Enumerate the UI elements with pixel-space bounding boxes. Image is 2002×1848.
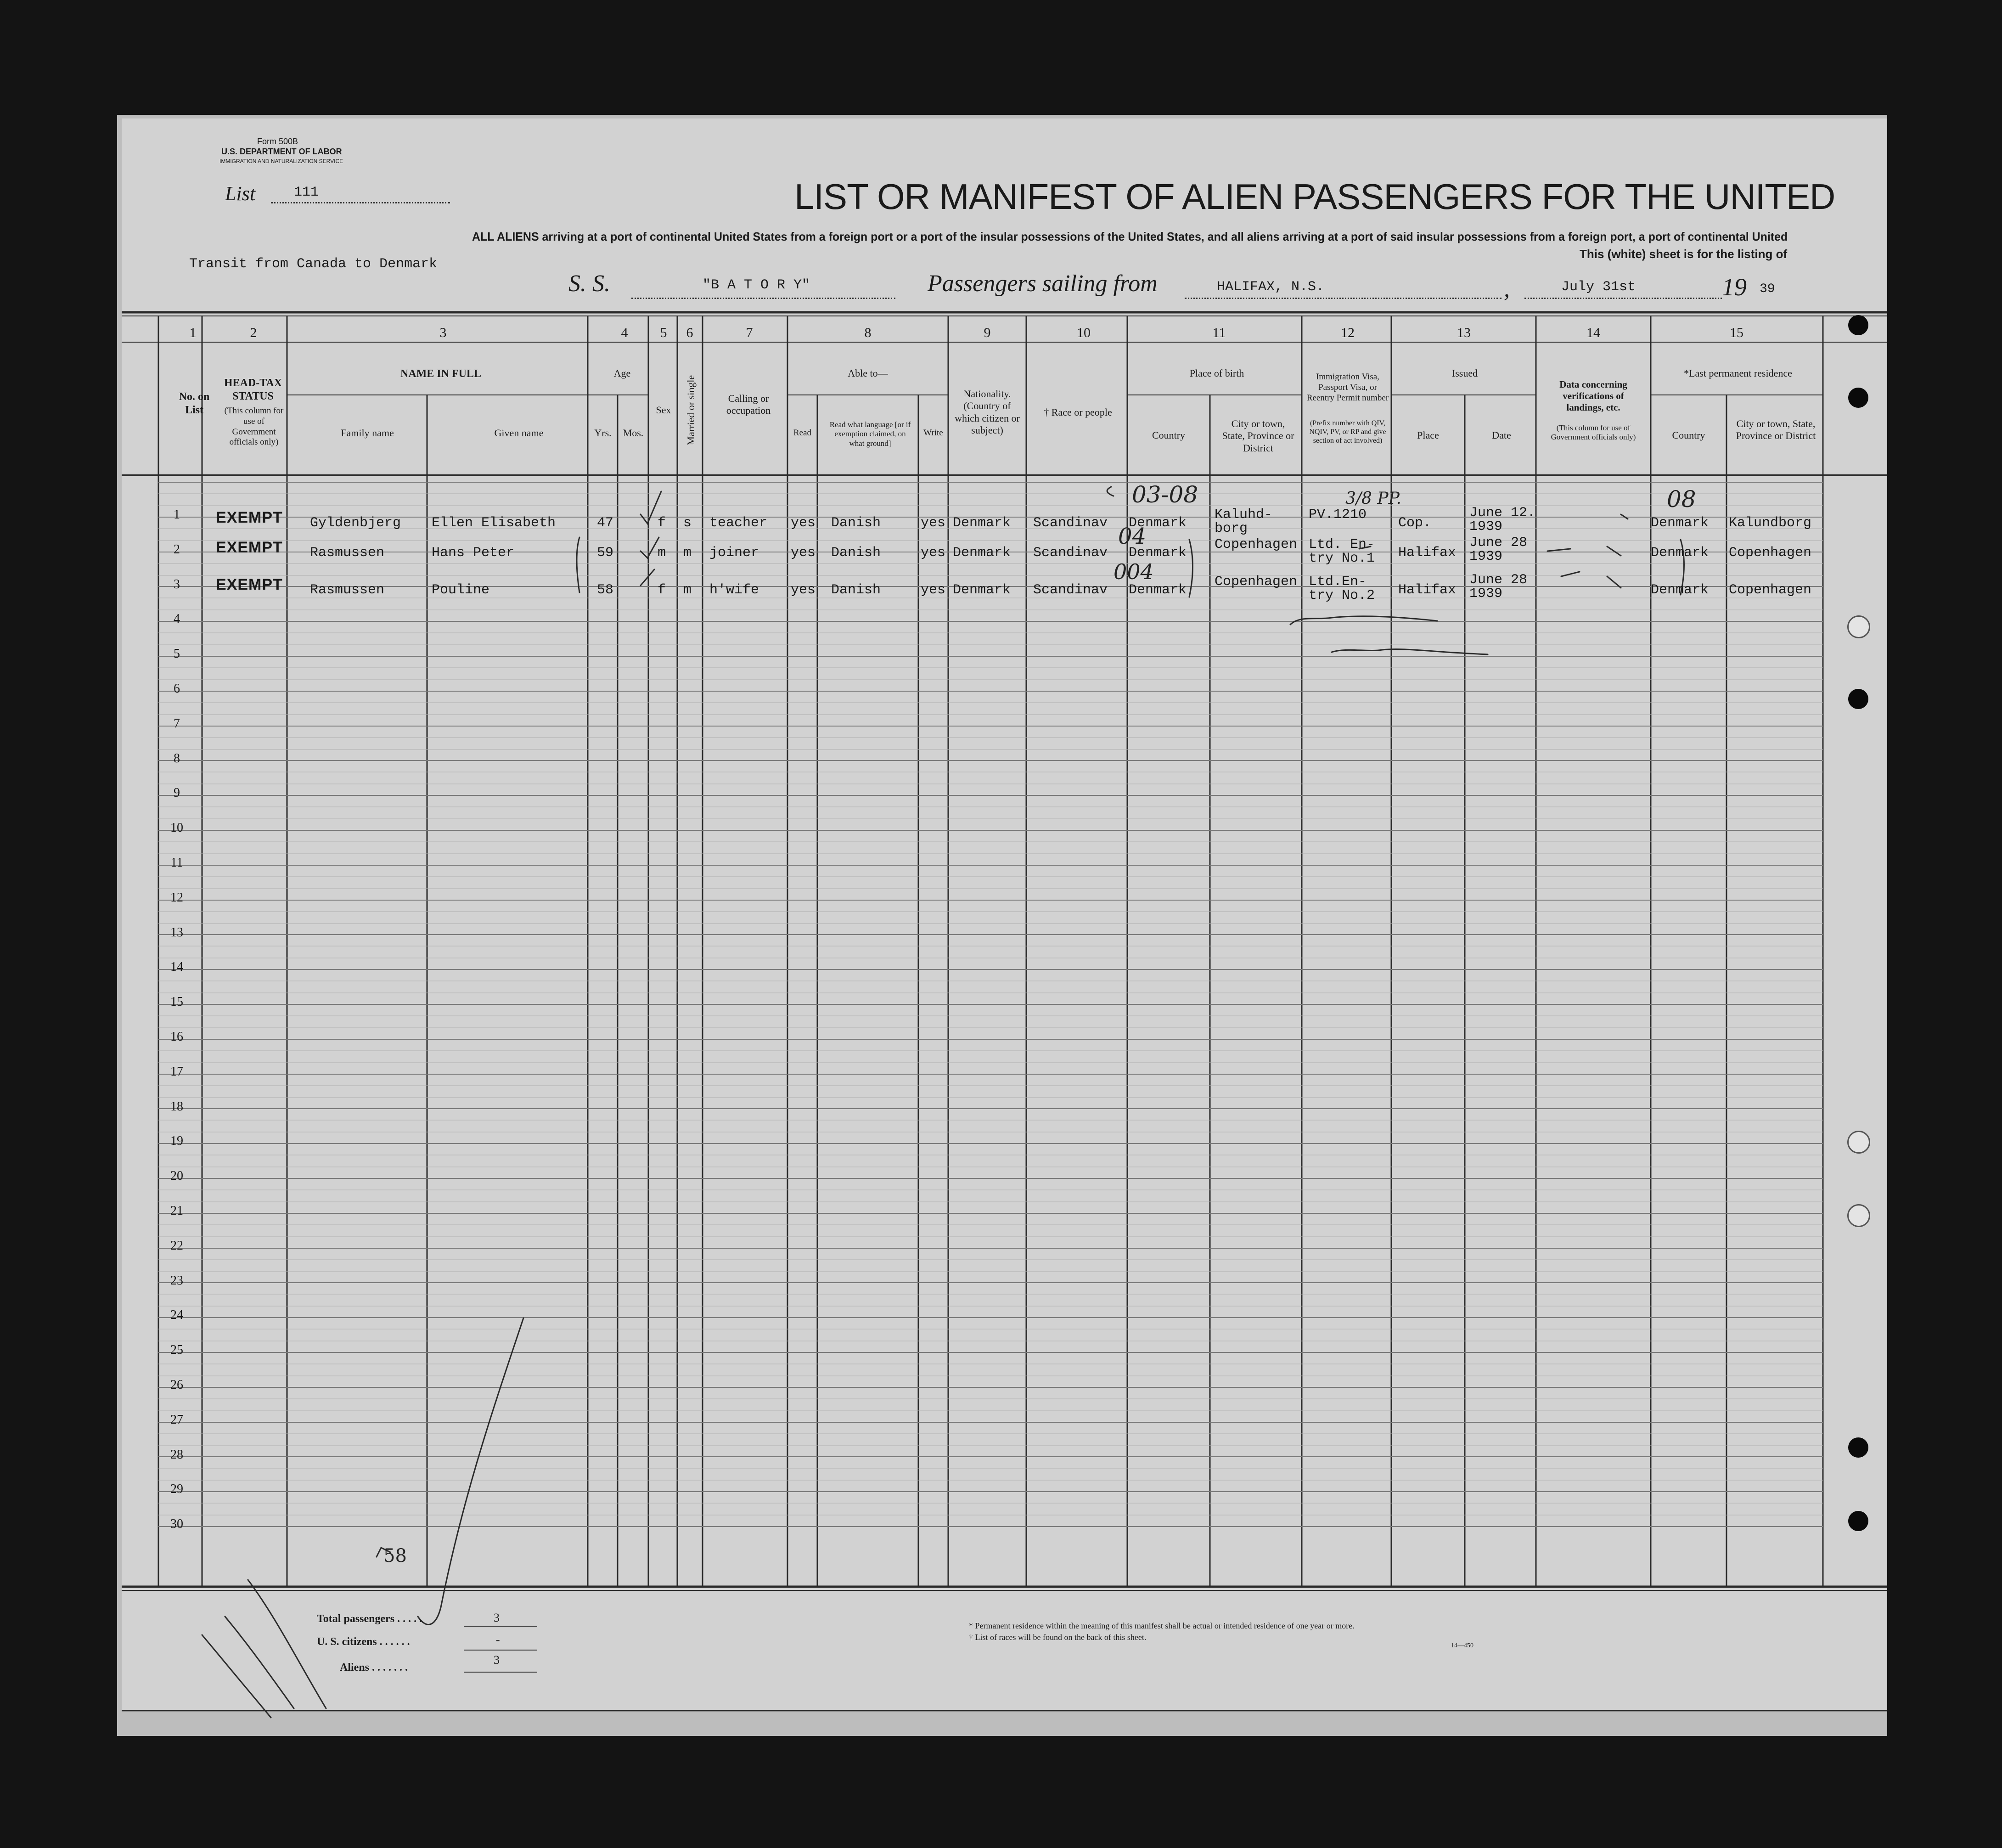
age-years: 58 xyxy=(597,582,614,598)
issued-date-year: 1939 xyxy=(1469,519,1503,535)
race: Scandinav xyxy=(1033,582,1108,598)
totals-underline-1 xyxy=(464,1626,537,1627)
row-number: 11 xyxy=(170,856,183,870)
birth-city: Copenhagen xyxy=(1215,574,1298,590)
year-prefix: 19 xyxy=(1722,273,1747,301)
binder-hole-6 xyxy=(1847,1204,1870,1227)
age-years: 47 xyxy=(597,515,614,531)
header-visa-note: (Prefix number with QIV, NQIV, PV, or RP and give section of act involved) xyxy=(1309,419,1386,445)
residence-country: Denmark xyxy=(1651,582,1709,598)
row-number: 1 xyxy=(174,507,180,522)
col-num-6: 6 xyxy=(686,325,693,340)
header-issued-date: Date xyxy=(1492,429,1511,441)
marital-status: s xyxy=(683,515,692,531)
handwritten-code-row1: 03-08 xyxy=(1132,481,1198,508)
header-yrs: Yrs. xyxy=(594,427,612,439)
row-number: 3 xyxy=(174,577,180,592)
handwritten-code-row2: 04 xyxy=(1118,524,1147,549)
header-verifications-note: (This column for use of Government officials only) xyxy=(1551,423,1636,442)
race: Scandinav xyxy=(1033,515,1108,531)
birth-country: Denmark xyxy=(1129,582,1187,598)
occupation: joiner xyxy=(709,545,759,561)
sailing-port: HALIFAX, N.S. xyxy=(1217,279,1325,295)
total-passengers-value: 3 xyxy=(494,1611,500,1624)
row-number: 24 xyxy=(170,1308,183,1322)
footnote-races: † List of races will be found on the back of this sheet. xyxy=(969,1633,1147,1642)
col-num-4: 4 xyxy=(621,325,628,340)
header-last-residence: *Last permanent residence xyxy=(1684,367,1792,379)
header-verifications: Data concerning verifications of landings, etc. xyxy=(1559,379,1627,413)
row-number: 21 xyxy=(170,1204,183,1218)
sex: m xyxy=(658,545,666,561)
row-number: 13 xyxy=(170,925,183,940)
can-write: yes xyxy=(921,515,946,531)
header-name-in-full: NAME IN FULL xyxy=(400,368,481,380)
header-no-on-list: No. on List xyxy=(179,391,210,416)
binder-hole-2 xyxy=(1848,388,1868,408)
form-number: Form 500B xyxy=(257,137,298,146)
handwritten-visa-note: 3/8 PP. xyxy=(1345,489,1401,508)
header-able-to: Able to— xyxy=(848,367,888,379)
header-place-of-birth: Place of birth xyxy=(1189,367,1244,379)
issued-place: Cop. xyxy=(1398,515,1432,531)
header-nationality: Nationality. (Country of which citizen or subject) xyxy=(955,388,1020,436)
row-number: 29 xyxy=(170,1482,183,1496)
residence-country: Denmark xyxy=(1651,545,1709,561)
header-visa: Immigration Visa, Passport Visa, or Reentry Permit number xyxy=(1306,372,1389,403)
binder-hole-5 xyxy=(1847,1131,1870,1154)
col-num-7: 7 xyxy=(746,325,753,340)
row-number: 17 xyxy=(170,1065,183,1079)
ss-label: S. S. xyxy=(568,270,610,297)
row-number: 16 xyxy=(170,1030,183,1044)
row-number: 18 xyxy=(170,1099,183,1114)
header-mos: Mos. xyxy=(623,427,644,439)
issued-date: June 28 xyxy=(1469,535,1528,551)
can-read: yes xyxy=(791,515,816,531)
language: Danish xyxy=(831,582,881,598)
header-family-name: Family name xyxy=(341,427,394,439)
col-num-10: 10 xyxy=(1077,325,1091,340)
residence-city: Kalundborg xyxy=(1729,515,1812,531)
col-num-9: 9 xyxy=(984,325,991,340)
handwritten-footer-number: 58 xyxy=(383,1545,407,1566)
row-number: 28 xyxy=(170,1448,183,1462)
row-number: 12 xyxy=(170,890,183,905)
row-number: 7 xyxy=(174,716,180,731)
nationality: Denmark xyxy=(953,515,1011,531)
col-num-3: 3 xyxy=(439,325,447,340)
col-num-13: 13 xyxy=(1457,325,1471,340)
comma: , xyxy=(1504,276,1510,302)
row-number: 19 xyxy=(170,1134,183,1148)
row-number: 22 xyxy=(170,1239,183,1253)
header-res-country: Country xyxy=(1672,429,1705,441)
header-birth-city: City or town, State, Province or District xyxy=(1222,418,1294,454)
row-number: 26 xyxy=(170,1378,183,1392)
transit-note: Transit from Canada to Denmark xyxy=(189,256,438,272)
row-number: 9 xyxy=(174,786,180,800)
year-suffix: 39 xyxy=(1760,282,1775,296)
birth-country: Denmark xyxy=(1129,515,1187,531)
department-name: U.S. DEPARTMENT OF LABOR xyxy=(221,147,342,156)
row-number: 15 xyxy=(170,995,183,1009)
binder-hole-7 xyxy=(1848,1437,1868,1458)
row-number: 27 xyxy=(170,1413,183,1427)
visa-number-2: try No.2 xyxy=(1309,588,1375,603)
row-number: 14 xyxy=(170,960,183,974)
list-number: 111 xyxy=(294,185,319,200)
occupation: teacher xyxy=(709,515,768,531)
header-birth-country: Country xyxy=(1152,429,1186,441)
row-number: 4 xyxy=(174,612,180,626)
header-issued-place: Place xyxy=(1417,429,1439,441)
language: Danish xyxy=(831,515,881,531)
manifest-subtitle-1: ALL ALIENS arriving at a port of continental United States from a foreign port or a port of the insular possessions of the United States, and all aliens arriving at a port of said insular possessions from a foreign port, a port of continental United xyxy=(472,230,1788,243)
header-sex: Sex xyxy=(656,404,671,416)
list-label: List xyxy=(225,182,256,205)
visa-number: PV.1210 xyxy=(1309,507,1367,523)
us-citizens-value: - xyxy=(496,1633,500,1646)
col-num-11: 11 xyxy=(1212,325,1226,340)
family-name: Gyldenbjerg xyxy=(310,515,401,531)
handwritten-code-row3: 004 xyxy=(1113,559,1154,584)
header-read-what: Read what language [or if exemption claimed, on what ground] xyxy=(829,420,911,448)
language: Danish xyxy=(831,545,881,561)
issued-place: Halifax xyxy=(1398,545,1457,561)
header-calling: Calling or occupation xyxy=(726,393,771,417)
binder-hole-8 xyxy=(1848,1511,1868,1531)
residence-country: Denmark xyxy=(1651,515,1709,531)
col-num-14: 14 xyxy=(1586,325,1600,340)
issued-date: June 12. xyxy=(1469,505,1536,521)
binder-hole-4 xyxy=(1848,689,1868,709)
header-head-tax: HEAD-TAX STATUS xyxy=(224,377,282,402)
row-number: 30 xyxy=(170,1517,183,1531)
nationality: Denmark xyxy=(953,545,1011,561)
total-passengers-label: Total passengers . . . . . xyxy=(317,1613,422,1625)
issued-date-year: 1939 xyxy=(1469,586,1503,602)
manifest-subtitle-2: This (white) sheet is for the listing of xyxy=(1580,247,1788,261)
us-citizens-label: U. S. citizens . . . . . . xyxy=(317,1636,410,1648)
family-name: Rasmussen xyxy=(310,582,385,598)
can-read: yes xyxy=(791,582,816,598)
age-years: 59 xyxy=(597,545,614,561)
family-name: Rasmussen xyxy=(310,545,385,561)
issued-place: Halifax xyxy=(1398,582,1457,598)
col-num-12: 12 xyxy=(1341,325,1355,340)
sailing-date: July 31st xyxy=(1561,279,1636,295)
header-married: Married or single xyxy=(685,375,697,445)
col-num-8: 8 xyxy=(864,325,872,340)
occupation: h'wife xyxy=(709,582,759,598)
col-num-15: 15 xyxy=(1730,325,1743,340)
row-number: 25 xyxy=(170,1343,183,1357)
birth-country: Denmark xyxy=(1129,545,1187,561)
header-age: Age xyxy=(613,367,631,379)
sex: f xyxy=(658,515,666,531)
given-name: Hans Peter xyxy=(432,545,515,561)
sailing-label: Passengers sailing from xyxy=(928,270,1158,297)
can-read: yes xyxy=(791,545,816,561)
can-write: yes xyxy=(921,545,946,561)
aliens-value: 3 xyxy=(494,1653,500,1667)
row-number: 6 xyxy=(174,682,180,696)
header-head-tax-note: (This column for use of Government officials only) xyxy=(224,406,284,447)
birth-city: Copenhagen xyxy=(1215,537,1298,552)
col-num-5: 5 xyxy=(660,325,667,340)
sex: f xyxy=(658,582,666,598)
col-num-2: 2 xyxy=(250,325,257,340)
head-tax-stamp: EXEMPT xyxy=(216,576,283,593)
handwritten-res-code: 08 xyxy=(1667,486,1696,513)
row-number: 23 xyxy=(170,1273,183,1288)
birth-city-2: borg xyxy=(1215,521,1248,536)
row-number: 5 xyxy=(174,647,180,661)
header-write: Write xyxy=(923,428,943,438)
race: Scandinav xyxy=(1033,545,1108,561)
can-write: yes xyxy=(921,582,946,598)
issued-date-year: 1939 xyxy=(1469,549,1503,564)
header-read: Read xyxy=(793,428,812,438)
marital-status: m xyxy=(683,582,692,598)
manifest-title: LIST OR MANIFEST OF ALIEN PASSENGERS FOR THE UNITED xyxy=(794,176,1835,217)
row-number: 10 xyxy=(170,821,183,835)
row-number: 2 xyxy=(174,542,180,557)
given-name: Pouline xyxy=(432,582,490,598)
row-number: 8 xyxy=(174,751,180,766)
totals-underline-3 xyxy=(464,1672,537,1673)
visa-number-2: try No.1 xyxy=(1309,551,1375,566)
residence-city: Copenhagen xyxy=(1729,582,1812,598)
residence-city: Copenhagen xyxy=(1729,545,1812,561)
header-race: † Race or people xyxy=(1044,406,1112,418)
header-given-name: Given name xyxy=(494,427,544,439)
visa-number: Ltd.En- xyxy=(1309,574,1367,590)
footnote-code: 14—450 xyxy=(1451,1642,1473,1649)
nationality: Denmark xyxy=(953,582,1011,598)
head-tax-stamp: EXEMPT xyxy=(216,539,283,556)
binder-hole-1 xyxy=(1848,315,1868,335)
marital-status: m xyxy=(683,545,692,561)
ship-name: "B A T O R Y" xyxy=(703,277,810,293)
totals-underline-2 xyxy=(464,1650,537,1651)
birth-city: Kaluhd- xyxy=(1215,507,1273,523)
issued-date: June 28 xyxy=(1469,572,1528,588)
visa-number: Ltd. En- xyxy=(1309,537,1375,552)
service-name: IMMIGRATION AND NATURALIZATION SERVICE xyxy=(219,158,343,164)
binder-hole-3 xyxy=(1847,615,1870,638)
header-res-city: City or town, State, Province or District xyxy=(1736,418,1816,442)
head-tax-stamp: EXEMPT xyxy=(216,509,283,526)
row-number: 20 xyxy=(170,1169,183,1183)
footnote-residence: * Permanent residence within the meaning of this manifest shall be actual or intended residence of one year or more. xyxy=(969,1621,1355,1630)
col-num-1: 1 xyxy=(189,325,197,340)
given-name: Ellen Elisabeth xyxy=(432,515,556,531)
header-issued: Issued xyxy=(1451,367,1478,379)
aliens-label: Aliens . . . . . . . xyxy=(340,1662,408,1673)
